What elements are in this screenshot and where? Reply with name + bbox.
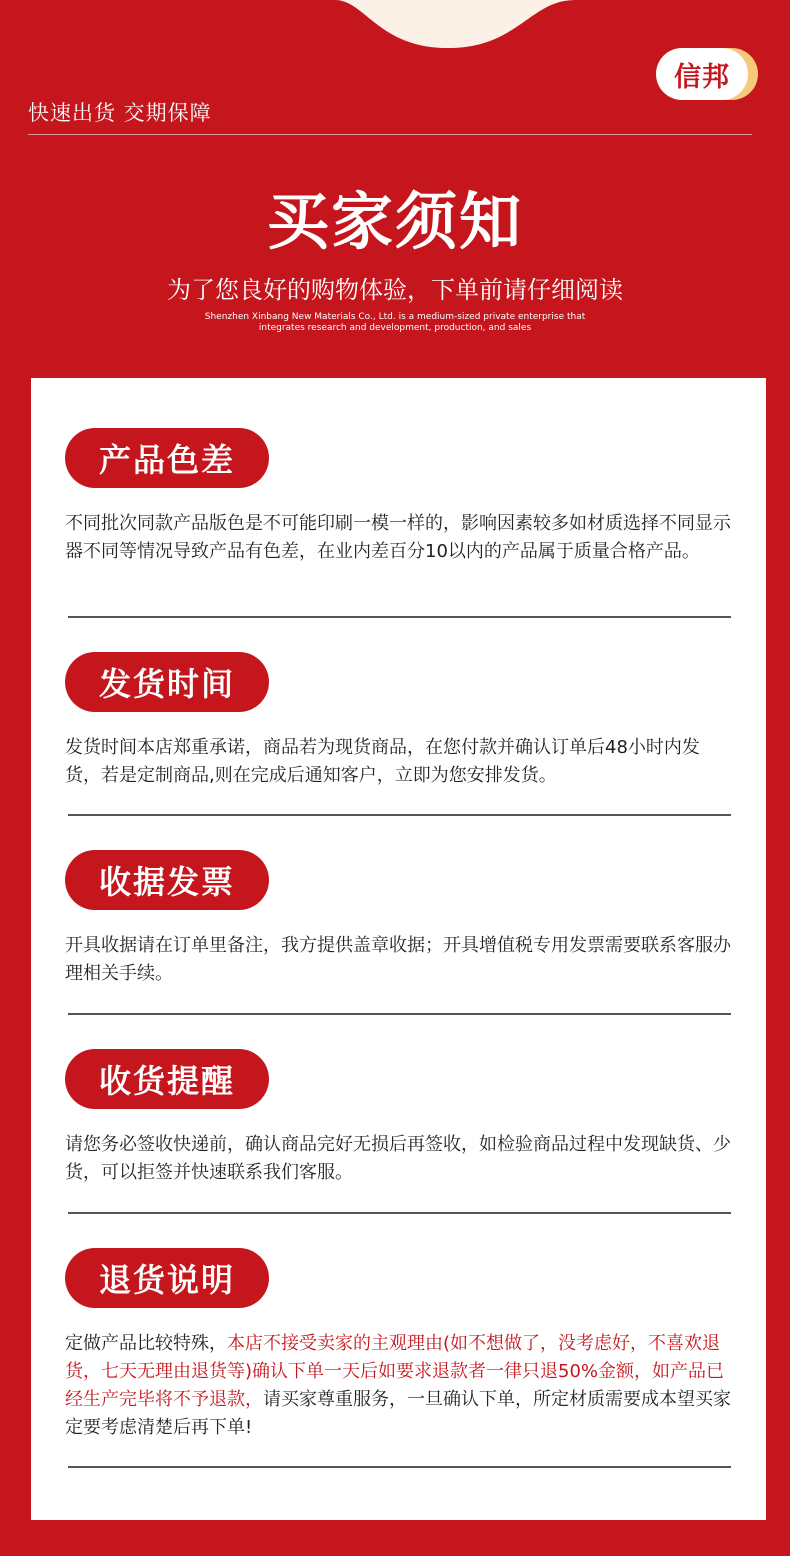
return-policy-intro: 定做产品比较特殊， [65, 1333, 227, 1354]
section-text: 不同批次同款产品版色是不可能印刷一模一样的，影响因素较多如材质选择不同显示器不同等情况导致产品有色差，在业内差百分10以内的产品属于质量合格产品。 [65, 513, 731, 562]
section-title-pill [65, 850, 269, 910]
company-description-line-2: integrates research and development, production, and sales [258, 323, 532, 333]
section-title: 发货时间 [98, 665, 235, 703]
page-subtitle: 为了您良好的购物体验，下单前请仔细阅读 [167, 276, 623, 304]
notice-card [31, 378, 766, 1520]
section-title: 退货说明 [98, 1261, 235, 1299]
section-divider [68, 1212, 731, 1214]
section-divider [68, 1466, 731, 1468]
page-title: 买家须知 [266, 185, 523, 258]
section-title-pill [65, 428, 269, 488]
section-text: 开具收据请在订单里备注，我方提供盖章收据；开具增值税专用发票需要联系客服办理相关手续。 [65, 935, 731, 984]
section-title: 收货提醒 [98, 1062, 235, 1100]
brand-badge [656, 48, 758, 100]
section-title: 收据发票 [98, 863, 235, 901]
section-text [65, 1330, 735, 1442]
section-title-pill [65, 1049, 269, 1109]
section-text: 请您务必签收快递前，确认商品完好无损后再签收，如检验商品过程中发现缺货、少货，可以拒签并快速联系我们客服。 [65, 1134, 731, 1183]
tagline: 快速出货 交期保障 [28, 101, 212, 125]
brand-name: 信邦 [674, 61, 730, 93]
return-policy-highlight: 本店不接受卖家的主观理由(如不想做了，没考虑好，不喜欢退货，七天无理由退货等)确认下单一天后如要求退款者一律只退50%金额，如产品已经生产完毕将不予退款， [65, 1333, 725, 1410]
section-text: 发货时间本店郑重承诺，商品若为现货商品，在您付款并确认订单后48小时内发货，若是定制商品,则在完成后通知客户，立即为您安排发货。 [65, 737, 700, 786]
header-divider [28, 134, 752, 135]
section-divider [68, 616, 731, 618]
company-description [195, 312, 595, 334]
brand-badge-pill [656, 48, 748, 100]
section-divider [68, 1013, 731, 1015]
section-title: 产品色差 [98, 441, 235, 479]
section-title-pill [65, 1248, 269, 1308]
return-policy-closing: 请买家尊重服务，一旦确认下单，所定材质需要成本望买家定要考虑清楚后再下单! [65, 1389, 731, 1438]
section-title-pill [65, 652, 269, 712]
section-divider [68, 814, 731, 816]
company-description-line-1: Shenzhen Xinbang New Materials Co., Ltd. is a medium-sized private enterprise that [204, 312, 586, 322]
